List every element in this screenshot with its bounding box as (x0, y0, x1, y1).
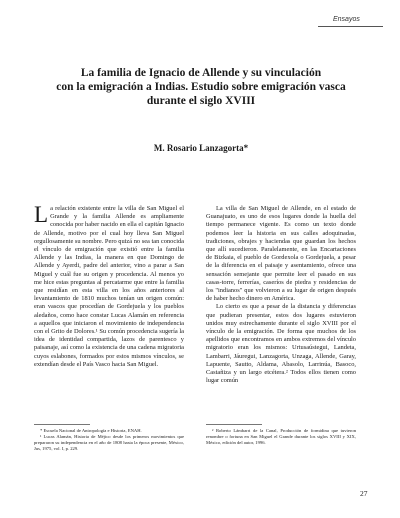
article-author: M. Rosario Lanzagorta* (153, 143, 249, 153)
title-line: La familia de Ignacio de Allende y su vinculación (80, 67, 322, 79)
right-column (206, 205, 356, 385)
drop-cap: L (34, 202, 49, 227)
body-paragraph: La villa de San Miguel de Allende, en el estado de Guanajuato, es uno de esos lugares donde la huella del tiempo permanece vigente. Es como un texto donde podemos leer la historia en sus calles adoquinadas, tradiciones, obrajes y haciendas que guardan los hechos que allí sucedieron. Paralelamente, en las Encartaciones de Bizkaia, el pueblo de Gordexola o Gordejuela, a pesar de la diferencia en el paisaje y asentamiento, ofrece una sensación semejante que permite leer el pasado en sus casas-torre, ferrerías, caseríos de piedra y residencias de los "indianos" que volvieron a su lugar de origen después de haber hecho dinero en América. (206, 205, 356, 303)
article-title (40, 66, 362, 108)
footnotes-left (34, 428, 184, 452)
footnote-rule (206, 424, 262, 425)
page-number: 27 (360, 489, 368, 498)
footnote-rule (34, 424, 90, 425)
header-rule (318, 26, 383, 27)
left-column (34, 202, 184, 369)
paragraph-text: a relación existente entre la villa de San Miguel el Grande y la familia Allende es ampliamente conocida por haber nacido en ella el capitán Ignacio de Allende, motivo por el cual hoy lleva San Miguel orgullosamente su nombre. Pero quizá no sea tan conocida el vínculo de emigración que existió entre la familia Allende y las Indias, la manera en que Domingo de Allende y Ayerdi, padre del anterior, vino a parar a San Miguel y cuál fue su origen y procedencia. Al menos yo me hice estas preguntas al percatarme que entre la familia que residían en esta villa en los años anteriores al levantamiento de 1810 muchos tenían un origen común: eran vascos que procedían de Gordejuela y los pueblos aledaños, como hace constar Lucas Alamán en referencia a aquellos que iniciaron el movimiento de independencia con el Grito de Dolores.¹ Su común procedencia sugería la idea de identidad compartida, lazos de parentesco y paisanaje, así como la existencia de una cadena migratoria cuyos eslabones, formados por estos mismos vínculos, se extendían desde el País Vasco hacia San Miguel. (34, 205, 184, 368)
footnote: ² Roberto Lámbarri de la Canal, Producción de formidina que tuvieron renombre o fortuna en San Miguel el Grande durante los siglos XVIII y XIX, México, edición del autor, 1996. (206, 428, 356, 445)
footnote: ¹ Lucas Alamán, Historia de Méjico desde los primeros movimientos que prepararon su independencia en el año de 1808 hasta la época presente, México, Jus, 1975, vol. I, p. 229. (34, 434, 184, 451)
body-paragraph (34, 202, 184, 369)
title-line: con la emigración a Indias. Estudio sobre emigración vasca (56, 81, 346, 93)
title-line: durante el siglo XVIII (146, 95, 256, 107)
section-label: Ensayos (333, 16, 360, 23)
body-paragraph: Lo cierto es que a pesar de la distancia y diferencias que pudieran presentar, estos dos lugares estuvieron unidos muy estrechamente durante el siglo XVIII por el vínculo de la emigración. De forma que muchos de los apellidos que encontramos en ambos extremos del vínculo migratorio eran los mismos: Urtusaústegui, Landeta, Lambarri, Jáuregui, Lanzagorta, Unzaga, Allende, Garay, Lapuente, Sautto, Aldama, Abasolo, Larrinúa, Basoco, Castañiza y un largo etcétera.² Todos ellos tienen como lugar común (206, 303, 356, 385)
footnote: * Escuela Nacional de Antropología e Historia, ENAH. (40, 428, 142, 433)
footnotes-right (206, 428, 356, 446)
